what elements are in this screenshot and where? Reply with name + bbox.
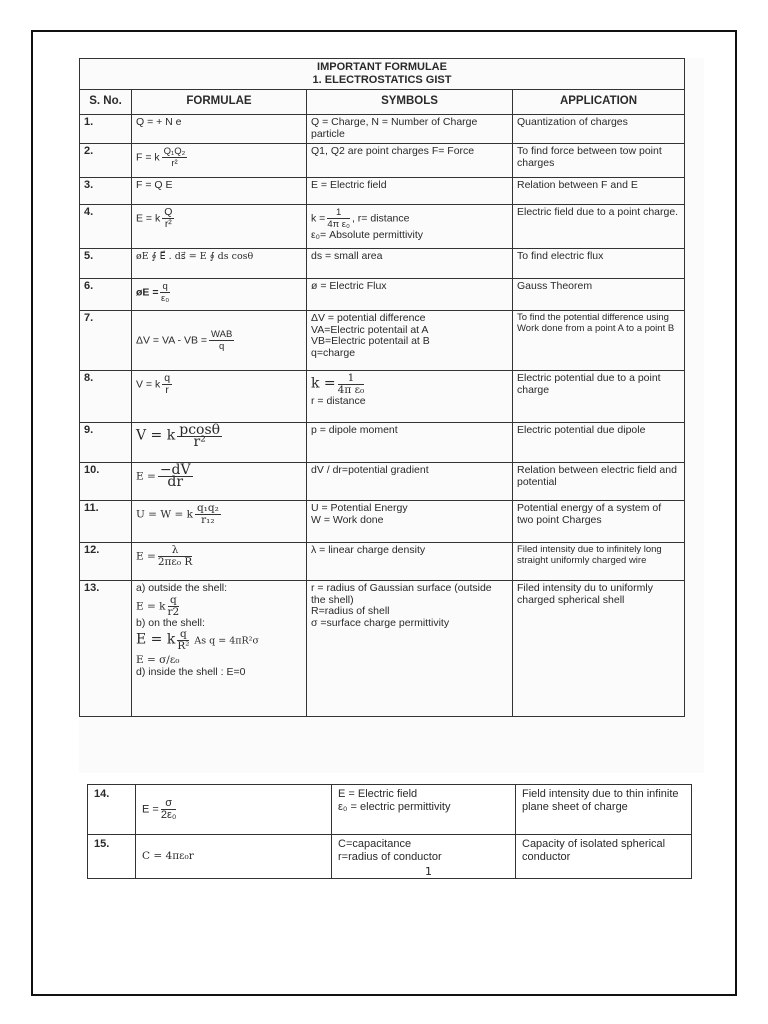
table-subtitle: 1. ELECTROSTATICS GIST (312, 74, 452, 86)
formula-case-d: d) inside the shell : E=0 (136, 665, 246, 678)
numerator: q (162, 281, 168, 292)
table-row (80, 279, 685, 311)
table-row (80, 178, 685, 205)
numerator: 1 (327, 207, 350, 219)
symbol-line: W = Work done (311, 513, 384, 526)
denominator: 2ε₀ (160, 809, 177, 821)
symbol-k: k = (311, 375, 336, 392)
formula-lhs: E = (142, 803, 159, 816)
formula-cell (132, 463, 307, 501)
symbol-line: C=capacitance (338, 838, 412, 850)
denominator: 4π ε₀ (327, 219, 350, 230)
table-row (80, 144, 685, 178)
formula-cell (132, 249, 307, 279)
application-cell: To find force between tow point charges (513, 144, 685, 178)
formula-cell (132, 279, 307, 311)
formula-lhs: ΔV = VA - VB = (136, 334, 208, 347)
application-cell: Filed intensity du to uniformly charged spherical shell (513, 581, 685, 717)
table-row (80, 463, 685, 501)
formula-table-continued (87, 784, 692, 879)
table-row (80, 115, 685, 144)
formula-cell (132, 311, 307, 371)
formula-cell (132, 543, 307, 581)
symbols-cell: p = dipole moment (307, 423, 513, 463)
fraction (338, 373, 365, 396)
numerator: λ (158, 545, 192, 557)
symbols-cell: Q = Charge, N = Number of Charge particle (307, 115, 513, 144)
application-cell: Relation between electric field and potential (513, 463, 685, 501)
row-number: 8. (80, 371, 132, 423)
row-number: 9. (80, 423, 132, 463)
numerator: q (164, 372, 171, 384)
application-cell: Field intensity due to thin infinite plane sheet of charge (516, 785, 692, 835)
numerator: WAB (211, 329, 233, 340)
denominator: dr (167, 474, 184, 490)
denominator: r² (164, 218, 172, 230)
formula-rhs: As q = 4πR²σ (194, 635, 259, 647)
symbols-cell (307, 205, 513, 249)
fraction (209, 329, 234, 352)
formula-cell (132, 371, 307, 423)
symbol-line: VB=Electric potentail at B (311, 335, 430, 347)
row-number: 14. (88, 785, 136, 835)
symbol-line: ΔV = potential difference (311, 312, 426, 324)
numerator: pcosθ (179, 422, 221, 438)
formula-lhs: E = (136, 470, 156, 483)
fraction (168, 595, 180, 618)
formula-text: C = 4πε₀r (142, 850, 194, 863)
symbol-line: U = Potential Energy (311, 502, 408, 514)
table-row (88, 835, 692, 879)
numerator: q₁q₂ (196, 502, 219, 514)
fraction (177, 422, 222, 450)
formula-lhs: U = W = k (136, 508, 193, 521)
formula-table (79, 58, 685, 717)
page-number: 1 (425, 865, 432, 878)
formula-cell (132, 144, 307, 178)
row-number: 1. (80, 115, 132, 144)
formula-cell (132, 423, 307, 463)
fraction (161, 798, 177, 821)
formula-lhs: E = (136, 550, 156, 563)
denominator: 2πε₀ R (157, 556, 193, 568)
formula-cell (132, 178, 307, 205)
table-row (80, 311, 685, 371)
formula-cell (132, 581, 307, 717)
column-header-sno: S. No. (80, 90, 132, 115)
table-row (80, 249, 685, 279)
symbol-line: r = radius of Gaussian surface (outside the shell) (311, 582, 492, 606)
formula-cell (136, 785, 332, 835)
table-row (80, 423, 685, 463)
symbols-cell: E = Electric field (307, 178, 513, 205)
formula-cell (132, 501, 307, 543)
symbols-cell: Q1, Q2 are point charges F= Force (307, 144, 513, 178)
fraction (177, 629, 189, 652)
symbol-r: , r= distance (351, 212, 410, 225)
formula-lhs: F = k (136, 151, 160, 164)
row-number: 5. (80, 249, 132, 279)
fraction (160, 281, 169, 304)
symbols-cell (332, 785, 516, 835)
formula-text: øE ∮ E⃗ . ds⃗ = E ∮ ds cosθ (136, 251, 254, 262)
fraction (162, 373, 172, 396)
formula-lhs: øE = (136, 286, 159, 299)
numerator: Q₁Q₂ (163, 146, 186, 157)
numerator: Q (164, 206, 173, 218)
denominator: r (165, 384, 169, 396)
formula-text: F = Q E (136, 179, 173, 191)
row-number: 6. (80, 279, 132, 311)
fraction (158, 545, 192, 568)
symbols-cell: dV / dr=potential gradient (307, 463, 513, 501)
numerator: −dV (159, 462, 191, 478)
denominator: r² (193, 434, 206, 450)
denominator: q (219, 341, 225, 352)
symbols-cell: λ = linear charge density (307, 543, 513, 581)
denominator: R² (177, 640, 190, 652)
row-number: 12. (80, 543, 132, 581)
symbols-cell (307, 371, 513, 423)
symbol-line: VA=Electric potentail at A (311, 323, 429, 336)
formula-lhs: E = k (136, 599, 166, 612)
table-title: IMPORTANT FORMULAE (317, 61, 447, 73)
symbol-line: σ =surface charge permittivity (311, 616, 450, 629)
application-cell: Filed intensity due to infinitely long straight uniformly charged wire (513, 543, 685, 581)
column-header-formulae: FORMULAE (132, 90, 307, 115)
formula-cell (132, 115, 307, 144)
denominator: 4π ε₀ (337, 384, 365, 396)
application-cell: Gauss Theorem (513, 279, 685, 311)
fraction (195, 503, 221, 526)
numerator: q (177, 629, 189, 641)
column-header-application: APPLICATION (513, 90, 685, 115)
application-cell: Quantization of charges (513, 115, 685, 144)
column-header-symbols: SYMBOLS (307, 90, 513, 115)
row-number: 11. (80, 501, 132, 543)
application-cell: Potential energy of a system of two point Charges (513, 501, 685, 543)
row-number: 3. (80, 178, 132, 205)
numerator: q (168, 595, 180, 607)
application-cell: Relation between F and E (513, 178, 685, 205)
denominator: ε₀ (161, 293, 170, 304)
fraction (162, 207, 174, 230)
symbol-r: r = distance (311, 395, 366, 407)
table-row (80, 371, 685, 423)
formula-lhs: V = k (136, 427, 176, 444)
symbols-cell (307, 501, 513, 543)
row-number: 2. (80, 144, 132, 178)
formula-cell (136, 835, 332, 879)
table-header (80, 59, 685, 90)
table-row (88, 785, 692, 835)
table-row (80, 205, 685, 249)
formula-lhs: E = k (136, 212, 161, 225)
symbol-line: q=charge (311, 346, 356, 359)
denominator: r² (171, 158, 178, 169)
formula-lhs: E = k (136, 631, 176, 648)
fraction (158, 462, 193, 490)
formula-lhs: V = k (136, 378, 161, 391)
numerator: σ (161, 798, 177, 810)
symbols-cell (307, 581, 513, 717)
row-number: 4. (80, 205, 132, 249)
symbol-line: ε₀ = electric permittivity (338, 800, 451, 813)
table-row (80, 543, 685, 581)
row-number: 13. (80, 581, 132, 717)
symbol-line: E = Electric field (338, 788, 418, 800)
application-cell: To find the potential difference using Work done from a point A to a point B (513, 311, 685, 371)
numerator: 1 (338, 373, 365, 385)
formula-text: Q = + N e (136, 116, 182, 128)
formula-case-a: a) outside the shell: (136, 582, 228, 594)
formula-cell (132, 205, 307, 249)
application-cell: To find electric flux (513, 249, 685, 279)
row-number: 15. (88, 835, 136, 879)
symbol-k: k = (311, 212, 326, 225)
row-number: 7. (80, 311, 132, 371)
symbols-cell (307, 311, 513, 371)
table-row (80, 581, 685, 717)
application-cell: Electric field due to a point charge. (513, 205, 685, 249)
fraction (327, 207, 350, 230)
symbols-cell: ø = Electric Flux (307, 279, 513, 311)
application-cell: Electric potential due dipole (513, 423, 685, 463)
formula-case-b: b) on the shell: (136, 616, 205, 629)
application-cell: Capacity of isolated spherical conductor (516, 835, 692, 879)
row-number: 10. (80, 463, 132, 501)
table-row (80, 501, 685, 543)
symbols-cell: ds = small area (307, 249, 513, 279)
symbols-cell (332, 835, 516, 879)
formula-b2: E = σ/ε₀ (136, 654, 180, 666)
symbol-e0: ε₀= Absolute permittivity (311, 229, 424, 241)
symbol-line: r=radius of conductor (338, 850, 442, 863)
fraction (162, 146, 188, 169)
denominator: r2 (167, 605, 180, 618)
symbol-line: R=radius of shell (311, 605, 390, 617)
denominator: r₁₂ (201, 514, 215, 526)
application-cell: Electric potential due to a point charge (513, 371, 685, 423)
